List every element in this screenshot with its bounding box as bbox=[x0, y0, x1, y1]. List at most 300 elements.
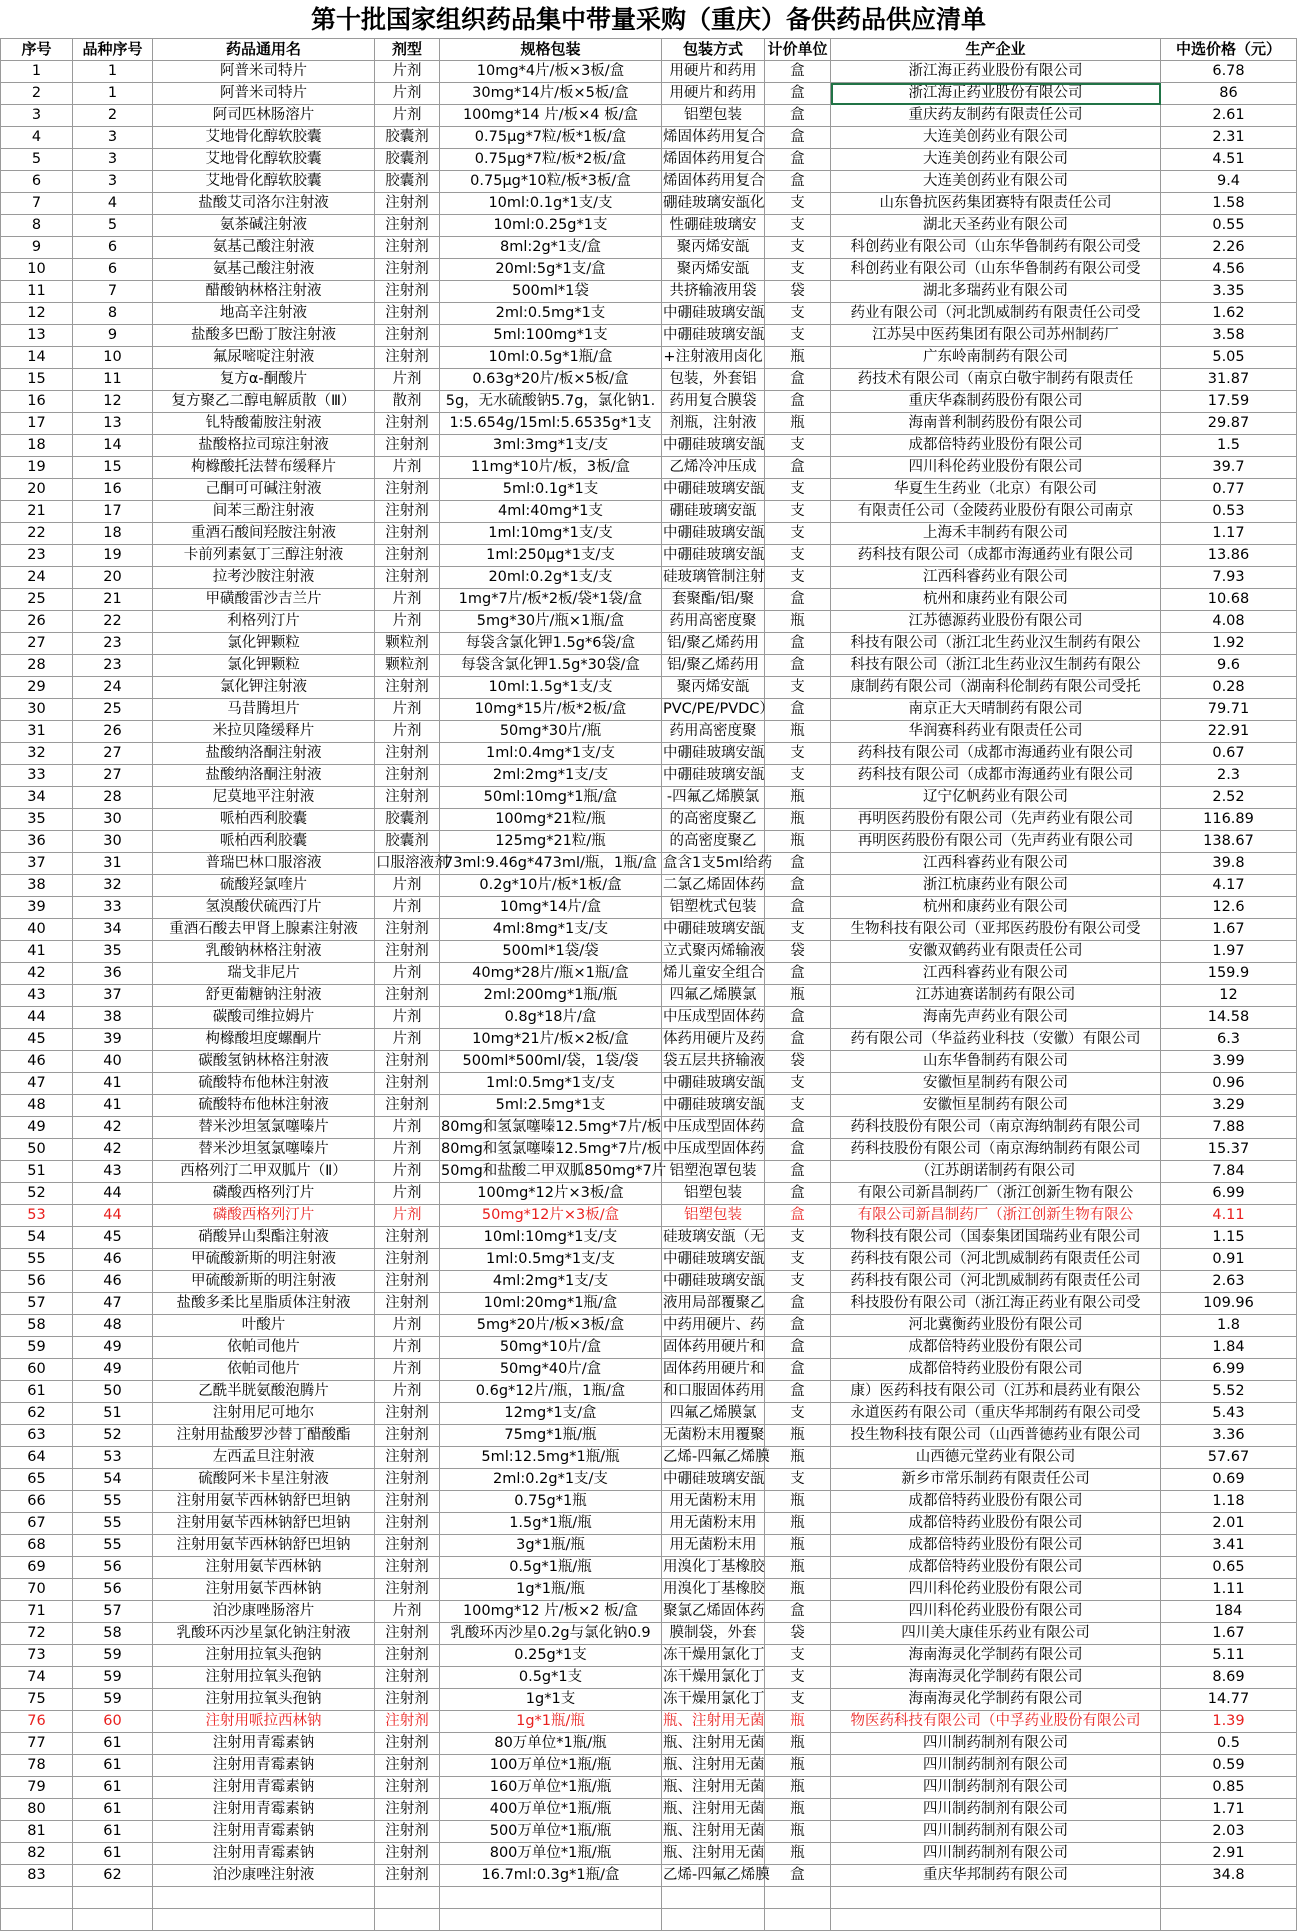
spec-cell[interactable]: 10ml:20mg*1瓶/盒 bbox=[440, 1293, 662, 1315]
variety-index-cell[interactable]: 4 bbox=[73, 193, 153, 215]
price-cell[interactable]: 13.86 bbox=[1161, 545, 1297, 567]
price-cell[interactable]: 8.69 bbox=[1161, 1667, 1297, 1689]
dosage-form-cell[interactable]: 注射剂 bbox=[375, 567, 440, 589]
unit-cell[interactable]: 瓶 bbox=[765, 1491, 831, 1513]
spec-cell[interactable]: 100mg*12 片/板×2 板/盒 bbox=[440, 1601, 662, 1623]
price-cell[interactable]: 1.11 bbox=[1161, 1579, 1297, 1601]
drug-name-cell[interactable]: 尼莫地平注射液 bbox=[153, 787, 375, 809]
manufacturer-cell[interactable]: 再明医药股份有限公司（先声药业有限公司 bbox=[831, 831, 1161, 853]
price-cell[interactable]: 4.56 bbox=[1161, 259, 1297, 281]
dosage-form-cell[interactable]: 注射剂 bbox=[375, 1447, 440, 1469]
index-cell[interactable]: 41 bbox=[1, 941, 73, 963]
packaging-cell[interactable]: 和口服固体药用 bbox=[662, 1381, 765, 1403]
packaging-cell[interactable]: 冻干燥用氯化丁 bbox=[662, 1667, 765, 1689]
price-cell[interactable]: 10.68 bbox=[1161, 589, 1297, 611]
packaging-cell[interactable]: 瓶、注射用无菌 bbox=[662, 1733, 765, 1755]
packaging-cell[interactable]: 剂瓶，注射液 bbox=[662, 413, 765, 435]
index-cell[interactable]: 12 bbox=[1, 303, 73, 325]
drug-name-cell[interactable]: 钆特酸葡胺注射液 bbox=[153, 413, 375, 435]
variety-index-cell[interactable]: 3 bbox=[73, 149, 153, 171]
manufacturer-cell[interactable]: 康制药有限公司（湖南科伦制药有限公司受托 bbox=[831, 677, 1161, 699]
manufacturer-cell[interactable]: 海南先声药业有限公司 bbox=[831, 1007, 1161, 1029]
dosage-form-cell[interactable]: 注射剂 bbox=[375, 1645, 440, 1667]
empty-cell[interactable] bbox=[73, 1887, 153, 1909]
price-cell[interactable]: 109.96 bbox=[1161, 1293, 1297, 1315]
variety-index-cell[interactable]: 39 bbox=[73, 1029, 153, 1051]
empty-cell[interactable] bbox=[440, 1909, 662, 1931]
unit-cell[interactable]: 瓶 bbox=[765, 1425, 831, 1447]
variety-index-cell[interactable]: 45 bbox=[73, 1227, 153, 1249]
drug-name-cell[interactable]: 间苯三酚注射液 bbox=[153, 501, 375, 523]
spec-cell[interactable]: 50ml:10mg*1瓶/盒 bbox=[440, 787, 662, 809]
manufacturer-cell[interactable]: 药科技有限公司（河北凯威制药有限责任公司 bbox=[831, 1271, 1161, 1293]
empty-cell[interactable] bbox=[765, 1887, 831, 1909]
unit-cell[interactable]: 支 bbox=[765, 303, 831, 325]
manufacturer-cell[interactable]: 广东岭南制药有限公司 bbox=[831, 347, 1161, 369]
unit-cell[interactable]: 盒 bbox=[765, 853, 831, 875]
unit-cell[interactable]: 盒 bbox=[765, 1381, 831, 1403]
dosage-form-cell[interactable]: 胶囊剂 bbox=[375, 809, 440, 831]
unit-cell[interactable]: 支 bbox=[765, 743, 831, 765]
spec-cell[interactable]: 20ml:0.2g*1支/支 bbox=[440, 567, 662, 589]
dosage-form-cell[interactable]: 注射剂 bbox=[375, 303, 440, 325]
dosage-form-cell[interactable]: 注射剂 bbox=[375, 1667, 440, 1689]
header-cell-index[interactable]: 序号 bbox=[1, 39, 73, 61]
manufacturer-cell[interactable]: 成都倍特药业股份有限公司 bbox=[831, 1513, 1161, 1535]
variety-index-cell[interactable]: 28 bbox=[73, 787, 153, 809]
dosage-form-cell[interactable]: 注射剂 bbox=[375, 545, 440, 567]
variety-index-cell[interactable]: 5 bbox=[73, 215, 153, 237]
spec-cell[interactable]: 10mg*21片/板×2板/盒 bbox=[440, 1029, 662, 1051]
index-cell[interactable]: 62 bbox=[1, 1403, 73, 1425]
drug-name-cell[interactable]: 注射用氨苄西林钠舒巴坦钠 bbox=[153, 1491, 375, 1513]
spec-cell[interactable]: 4ml:2mg*1支/支 bbox=[440, 1271, 662, 1293]
drug-name-cell[interactable]: 氯化钾颗粒 bbox=[153, 633, 375, 655]
price-cell[interactable]: 3.36 bbox=[1161, 1425, 1297, 1447]
packaging-cell[interactable]: 共挤输液用袋 bbox=[662, 281, 765, 303]
price-cell[interactable]: 2.63 bbox=[1161, 1271, 1297, 1293]
unit-cell[interactable]: 瓶 bbox=[765, 721, 831, 743]
unit-cell[interactable]: 盒 bbox=[765, 699, 831, 721]
price-cell[interactable]: 4.08 bbox=[1161, 611, 1297, 633]
manufacturer-cell[interactable]: 成都倍特药业股份有限公司 bbox=[831, 1359, 1161, 1381]
variety-index-cell[interactable]: 60 bbox=[73, 1711, 153, 1733]
variety-index-cell[interactable]: 46 bbox=[73, 1249, 153, 1271]
unit-cell[interactable]: 瓶 bbox=[765, 831, 831, 853]
manufacturer-cell[interactable]: 杭州和康药业有限公司 bbox=[831, 897, 1161, 919]
price-cell[interactable]: 1.18 bbox=[1161, 1491, 1297, 1513]
dosage-form-cell[interactable]: 片剂 bbox=[375, 1183, 440, 1205]
variety-index-cell[interactable]: 57 bbox=[73, 1601, 153, 1623]
price-cell[interactable]: 0.5 bbox=[1161, 1733, 1297, 1755]
variety-index-cell[interactable]: 12 bbox=[73, 391, 153, 413]
drug-name-cell[interactable]: 甲磺酸雷沙吉兰片 bbox=[153, 589, 375, 611]
price-cell[interactable]: 116.89 bbox=[1161, 809, 1297, 831]
spec-cell[interactable]: 50mg*12片×3板/盒 bbox=[440, 1205, 662, 1227]
index-cell[interactable]: 68 bbox=[1, 1535, 73, 1557]
price-cell[interactable]: 3.29 bbox=[1161, 1095, 1297, 1117]
manufacturer-cell[interactable]: 药科技有限公司（成都市海通药业有限公司 bbox=[831, 743, 1161, 765]
drug-name-cell[interactable]: 阿普米司特片 bbox=[153, 61, 375, 83]
drug-name-cell[interactable]: 注射用拉氧头孢钠 bbox=[153, 1689, 375, 1711]
drug-name-cell[interactable]: 替米沙坦氢氯噻嗪片 bbox=[153, 1139, 375, 1161]
manufacturer-cell[interactable]: 投生物科技有限公司（山西普德药业有限公司 bbox=[831, 1425, 1161, 1447]
drug-name-cell[interactable]: 地高辛注射液 bbox=[153, 303, 375, 325]
packaging-cell[interactable]: 中硼硅玻璃安瓿 bbox=[662, 1271, 765, 1293]
drug-name-cell[interactable]: 瑞戈非尼片 bbox=[153, 963, 375, 985]
manufacturer-cell[interactable]: 药科技股份有限公司（南京海纳制药有限公司 bbox=[831, 1139, 1161, 1161]
price-cell[interactable]: 9.6 bbox=[1161, 655, 1297, 677]
variety-index-cell[interactable]: 3 bbox=[73, 171, 153, 193]
dosage-form-cell[interactable]: 注射剂 bbox=[375, 1777, 440, 1799]
price-cell[interactable]: 1.58 bbox=[1161, 193, 1297, 215]
spec-cell[interactable]: 0.75g*1瓶 bbox=[440, 1491, 662, 1513]
packaging-cell[interactable]: 中硼硅玻璃安瓿 bbox=[662, 479, 765, 501]
packaging-cell[interactable]: 乙烯-四氟乙烯膜 bbox=[662, 1447, 765, 1469]
index-cell[interactable]: 58 bbox=[1, 1315, 73, 1337]
manufacturer-cell[interactable]: 安徽恒星制药有限公司 bbox=[831, 1095, 1161, 1117]
variety-index-cell[interactable]: 2 bbox=[73, 105, 153, 127]
price-cell[interactable]: 5.52 bbox=[1161, 1381, 1297, 1403]
drug-name-cell[interactable]: 盐酸多柔比星脂质体注射液 bbox=[153, 1293, 375, 1315]
variety-index-cell[interactable]: 37 bbox=[73, 985, 153, 1007]
variety-index-cell[interactable]: 15 bbox=[73, 457, 153, 479]
packaging-cell[interactable]: 药用高密度聚 bbox=[662, 721, 765, 743]
drug-name-cell[interactable]: 己酮可可碱注射液 bbox=[153, 479, 375, 501]
spec-cell[interactable]: 1g*1瓶/瓶 bbox=[440, 1579, 662, 1601]
packaging-cell[interactable]: 的高密度聚乙 bbox=[662, 809, 765, 831]
drug-name-cell[interactable]: 注射用盐酸罗沙替丁醋酸酯 bbox=[153, 1425, 375, 1447]
packaging-cell[interactable]: 用溴化丁基橡胶 bbox=[662, 1579, 765, 1601]
packaging-cell[interactable]: 无菌粉末用覆聚 bbox=[662, 1425, 765, 1447]
unit-cell[interactable]: 盒 bbox=[765, 655, 831, 677]
unit-cell[interactable]: 盒 bbox=[765, 1205, 831, 1227]
spec-cell[interactable]: 0.63g*20片/板×5板/盒 bbox=[440, 369, 662, 391]
empty-cell[interactable] bbox=[440, 1887, 662, 1909]
price-cell[interactable]: 22.91 bbox=[1161, 721, 1297, 743]
dosage-form-cell[interactable]: 片剂 bbox=[375, 699, 440, 721]
dosage-form-cell[interactable]: 散剂 bbox=[375, 391, 440, 413]
packaging-cell[interactable]: +注射液用卤化 bbox=[662, 347, 765, 369]
index-cell[interactable]: 18 bbox=[1, 435, 73, 457]
spec-cell[interactable]: 0.75μg*7粒/板*2板/盒 bbox=[440, 149, 662, 171]
drug-name-cell[interactable]: 注射用青霉素钠 bbox=[153, 1733, 375, 1755]
unit-cell[interactable]: 支 bbox=[765, 1667, 831, 1689]
dosage-form-cell[interactable]: 颗粒剂 bbox=[375, 655, 440, 677]
packaging-cell[interactable]: 铝塑包装 bbox=[662, 1183, 765, 1205]
packaging-cell[interactable]: 用溴化丁基橡胶 bbox=[662, 1557, 765, 1579]
variety-index-cell[interactable]: 10 bbox=[73, 347, 153, 369]
empty-cell[interactable] bbox=[831, 1909, 1161, 1931]
price-cell[interactable]: 1.84 bbox=[1161, 1337, 1297, 1359]
unit-cell[interactable]: 盒 bbox=[765, 149, 831, 171]
price-cell[interactable]: 2.01 bbox=[1161, 1513, 1297, 1535]
packaging-cell[interactable]: 中硼硅玻璃安瓿 bbox=[662, 1469, 765, 1491]
price-cell[interactable]: 39.7 bbox=[1161, 457, 1297, 479]
unit-cell[interactable]: 支 bbox=[765, 1095, 831, 1117]
dosage-form-cell[interactable]: 注射剂 bbox=[375, 523, 440, 545]
variety-index-cell[interactable]: 3 bbox=[73, 127, 153, 149]
variety-index-cell[interactable]: 30 bbox=[73, 831, 153, 853]
variety-index-cell[interactable]: 20 bbox=[73, 567, 153, 589]
manufacturer-cell[interactable]: 有限责任公司（金陵药业股份有限公司南京 bbox=[831, 501, 1161, 523]
packaging-cell[interactable]: 铝/聚乙烯药用 bbox=[662, 655, 765, 677]
manufacturer-cell[interactable]: 四川制药制剂有限公司 bbox=[831, 1843, 1161, 1865]
spec-cell[interactable]: 10ml:10mg*1支/支 bbox=[440, 1227, 662, 1249]
variety-index-cell[interactable]: 49 bbox=[73, 1359, 153, 1381]
price-cell[interactable]: 0.96 bbox=[1161, 1073, 1297, 1095]
spec-cell[interactable]: 1ml:0.4mg*1支/支 bbox=[440, 743, 662, 765]
drug-name-cell[interactable]: 盐酸纳洛酮注射液 bbox=[153, 765, 375, 787]
index-cell[interactable]: 80 bbox=[1, 1799, 73, 1821]
manufacturer-cell[interactable]: 药技术有限公司（南京白敬宇制药有限责任 bbox=[831, 369, 1161, 391]
index-cell[interactable]: 52 bbox=[1, 1183, 73, 1205]
manufacturer-cell[interactable]: 华润赛科药业有限责任公司 bbox=[831, 721, 1161, 743]
manufacturer-cell[interactable]: 药科技股份有限公司（南京海纳制药有限公司 bbox=[831, 1117, 1161, 1139]
drug-name-cell[interactable]: 碳酸司维拉姆片 bbox=[153, 1007, 375, 1029]
dosage-form-cell[interactable]: 片剂 bbox=[375, 611, 440, 633]
index-cell[interactable]: 43 bbox=[1, 985, 73, 1007]
index-cell[interactable]: 63 bbox=[1, 1425, 73, 1447]
unit-cell[interactable]: 瓶 bbox=[765, 1733, 831, 1755]
spec-cell[interactable]: 5ml:12.5mg*1瓶/瓶 bbox=[440, 1447, 662, 1469]
unit-cell[interactable]: 支 bbox=[765, 193, 831, 215]
index-cell[interactable]: 33 bbox=[1, 765, 73, 787]
manufacturer-cell[interactable]: 科技有限公司（浙江北生药业汉生制药有限公 bbox=[831, 655, 1161, 677]
manufacturer-cell[interactable]: 江苏德源药业股份有限公司 bbox=[831, 611, 1161, 633]
index-cell[interactable]: 22 bbox=[1, 523, 73, 545]
packaging-cell[interactable]: 瓶、注射用无菌 bbox=[662, 1777, 765, 1799]
drug-name-cell[interactable]: 硫酸羟氯喹片 bbox=[153, 875, 375, 897]
drug-name-cell[interactable]: 泊沙康唑肠溶片 bbox=[153, 1601, 375, 1623]
index-cell[interactable]: 16 bbox=[1, 391, 73, 413]
price-cell[interactable]: 15.37 bbox=[1161, 1139, 1297, 1161]
drug-name-cell[interactable]: 阿普米司特片 bbox=[153, 83, 375, 105]
unit-cell[interactable]: 瓶 bbox=[765, 1557, 831, 1579]
manufacturer-cell[interactable]: 浙江海正药业股份有限公司 bbox=[831, 61, 1161, 83]
drug-name-cell[interactable]: 重酒石酸去甲肾上腺素注射液 bbox=[153, 919, 375, 941]
manufacturer-cell[interactable]: 江苏迪赛诺制药有限公司 bbox=[831, 985, 1161, 1007]
price-cell[interactable]: 1.97 bbox=[1161, 941, 1297, 963]
manufacturer-cell[interactable]: 安徽恒星制药有限公司 bbox=[831, 1073, 1161, 1095]
index-cell[interactable]: 64 bbox=[1, 1447, 73, 1469]
dosage-form-cell[interactable]: 注射剂 bbox=[375, 325, 440, 347]
drug-name-cell[interactable]: 艾地骨化醇软胶囊 bbox=[153, 149, 375, 171]
packaging-cell[interactable]: 中压成型固体药 bbox=[662, 1139, 765, 1161]
drug-name-cell[interactable]: 磷酸西格列汀片 bbox=[153, 1205, 375, 1227]
spec-cell[interactable]: 500万单位*1瓶/瓶 bbox=[440, 1821, 662, 1843]
dosage-form-cell[interactable]: 片剂 bbox=[375, 457, 440, 479]
dosage-form-cell[interactable]: 注射剂 bbox=[375, 677, 440, 699]
index-cell[interactable]: 49 bbox=[1, 1117, 73, 1139]
price-cell[interactable]: 1.5 bbox=[1161, 435, 1297, 457]
manufacturer-cell[interactable]: 四川制药制剂有限公司 bbox=[831, 1799, 1161, 1821]
index-cell[interactable]: 14 bbox=[1, 347, 73, 369]
dosage-form-cell[interactable]: 注射剂 bbox=[375, 1733, 440, 1755]
variety-index-cell[interactable]: 38 bbox=[73, 1007, 153, 1029]
packaging-cell[interactable]: 中硼硅玻璃安瓿 bbox=[662, 919, 765, 941]
unit-cell[interactable]: 盒 bbox=[765, 1293, 831, 1315]
index-cell[interactable]: 67 bbox=[1, 1513, 73, 1535]
price-cell[interactable]: 2.91 bbox=[1161, 1843, 1297, 1865]
drug-name-cell[interactable]: 西格列汀二甲双胍片（Ⅱ） bbox=[153, 1161, 375, 1183]
packaging-cell[interactable]: 中硼硅玻璃安瓿 bbox=[662, 325, 765, 347]
drug-name-cell[interactable]: 注射用青霉素钠 bbox=[153, 1755, 375, 1777]
unit-cell[interactable]: 盒 bbox=[765, 1117, 831, 1139]
index-cell[interactable]: 40 bbox=[1, 919, 73, 941]
spec-cell[interactable]: 5ml:2.5mg*1支 bbox=[440, 1095, 662, 1117]
variety-index-cell[interactable]: 56 bbox=[73, 1557, 153, 1579]
packaging-cell[interactable]: 乙烯冷冲压成 bbox=[662, 457, 765, 479]
price-cell[interactable]: 0.67 bbox=[1161, 743, 1297, 765]
spec-cell[interactable]: 10mg*4片/板×3板/盒 bbox=[440, 61, 662, 83]
manufacturer-cell[interactable]: 浙江杭康药业有限公司 bbox=[831, 875, 1161, 897]
dosage-form-cell[interactable]: 注射剂 bbox=[375, 1711, 440, 1733]
spec-cell[interactable]: 4ml:40mg*1支 bbox=[440, 501, 662, 523]
packaging-cell[interactable]: 中硼硅玻璃安瓿 bbox=[662, 303, 765, 325]
unit-cell[interactable]: 盒 bbox=[765, 83, 831, 105]
price-cell[interactable]: 31.87 bbox=[1161, 369, 1297, 391]
manufacturer-cell[interactable]: 成都倍特药业股份有限公司 bbox=[831, 1535, 1161, 1557]
variety-index-cell[interactable]: 43 bbox=[73, 1161, 153, 1183]
index-cell[interactable]: 8 bbox=[1, 215, 73, 237]
empty-cell[interactable] bbox=[831, 1887, 1161, 1909]
drug-name-cell[interactable]: 替米沙坦氢氯噻嗪片 bbox=[153, 1117, 375, 1139]
spec-cell[interactable]: 50mg*10片/盒 bbox=[440, 1337, 662, 1359]
unit-cell[interactable]: 袋 bbox=[765, 1051, 831, 1073]
dosage-form-cell[interactable]: 胶囊剂 bbox=[375, 149, 440, 171]
variety-index-cell[interactable]: 35 bbox=[73, 941, 153, 963]
price-cell[interactable]: 79.71 bbox=[1161, 699, 1297, 721]
drug-name-cell[interactable]: 注射用氨苄西林钠舒巴坦钠 bbox=[153, 1513, 375, 1535]
index-cell[interactable]: 78 bbox=[1, 1755, 73, 1777]
variety-index-cell[interactable]: 36 bbox=[73, 963, 153, 985]
unit-cell[interactable]: 盒 bbox=[765, 391, 831, 413]
manufacturer-cell[interactable]: 安徽双鹤药业有限责任公司 bbox=[831, 941, 1161, 963]
drug-name-cell[interactable]: 依帕司他片 bbox=[153, 1337, 375, 1359]
packaging-cell[interactable]: 硅玻璃管制注射 bbox=[662, 567, 765, 589]
manufacturer-cell[interactable]: 药业有限公司（河北凯威制药有限责任公司受 bbox=[831, 303, 1161, 325]
dosage-form-cell[interactable]: 注射剂 bbox=[375, 1799, 440, 1821]
drug-name-cell[interactable]: 氢溴酸伏硫西汀片 bbox=[153, 897, 375, 919]
index-cell[interactable]: 24 bbox=[1, 567, 73, 589]
packaging-cell[interactable]: 用硬片和药用 bbox=[662, 83, 765, 105]
price-cell[interactable]: 17.59 bbox=[1161, 391, 1297, 413]
packaging-cell[interactable]: 瓶、注射用无菌 bbox=[662, 1755, 765, 1777]
drug-name-cell[interactable]: 乳酸环丙沙星氯化钠注射液 bbox=[153, 1623, 375, 1645]
price-cell[interactable]: 4.17 bbox=[1161, 875, 1297, 897]
packaging-cell[interactable]: 铝塑枕式包装 bbox=[662, 897, 765, 919]
manufacturer-cell[interactable]: 再明医药股份有限公司（先声药业有限公司 bbox=[831, 809, 1161, 831]
unit-cell[interactable]: 盒 bbox=[765, 1359, 831, 1381]
empty-cell[interactable] bbox=[153, 1887, 375, 1909]
manufacturer-cell[interactable]: 成都倍特药业股份有限公司 bbox=[831, 1491, 1161, 1513]
price-cell[interactable]: 1.17 bbox=[1161, 523, 1297, 545]
dosage-form-cell[interactable]: 片剂 bbox=[375, 1029, 440, 1051]
unit-cell[interactable]: 支 bbox=[765, 765, 831, 787]
drug-name-cell[interactable]: 硝酸异山梨酯注射液 bbox=[153, 1227, 375, 1249]
price-cell[interactable]: 0.28 bbox=[1161, 677, 1297, 699]
variety-index-cell[interactable]: 21 bbox=[73, 589, 153, 611]
packaging-cell[interactable]: 铝塑泡罩包装 bbox=[662, 1161, 765, 1183]
index-cell[interactable]: 45 bbox=[1, 1029, 73, 1051]
packaging-cell[interactable]: 药用复合膜袋 bbox=[662, 391, 765, 413]
index-cell[interactable]: 82 bbox=[1, 1843, 73, 1865]
index-cell[interactable]: 72 bbox=[1, 1623, 73, 1645]
unit-cell[interactable]: 支 bbox=[765, 479, 831, 501]
unit-cell[interactable]: 盒 bbox=[765, 457, 831, 479]
spec-cell[interactable]: 400万单位*1瓶/瓶 bbox=[440, 1799, 662, 1821]
dosage-form-cell[interactable]: 注射剂 bbox=[375, 743, 440, 765]
packaging-cell[interactable]: 硅玻璃安瓿（无 bbox=[662, 1227, 765, 1249]
header-cell-spec[interactable]: 规格包装 bbox=[440, 39, 662, 61]
spec-cell[interactable]: 1ml:0.5mg*1支/支 bbox=[440, 1249, 662, 1271]
packaging-cell[interactable]: 硼硅玻璃安瓿化 bbox=[662, 193, 765, 215]
manufacturer-cell[interactable]: 成都倍特药业股份有限公司 bbox=[831, 1337, 1161, 1359]
unit-cell[interactable]: 盒 bbox=[765, 963, 831, 985]
variety-index-cell[interactable]: 25 bbox=[73, 699, 153, 721]
packaging-cell[interactable]: 瓶、注射用无菌 bbox=[662, 1799, 765, 1821]
dosage-form-cell[interactable]: 颗粒剂 bbox=[375, 633, 440, 655]
index-cell[interactable]: 44 bbox=[1, 1007, 73, 1029]
unit-cell[interactable]: 支 bbox=[765, 325, 831, 347]
drug-name-cell[interactable]: 磷酸西格列汀片 bbox=[153, 1183, 375, 1205]
index-cell[interactable]: 31 bbox=[1, 721, 73, 743]
dosage-form-cell[interactable]: 注射剂 bbox=[375, 1271, 440, 1293]
variety-index-cell[interactable]: 8 bbox=[73, 303, 153, 325]
manufacturer-cell[interactable]: 有限公司新昌制药厂（浙江创新生物有限公 bbox=[831, 1205, 1161, 1227]
dosage-form-cell[interactable]: 注射剂 bbox=[375, 281, 440, 303]
manufacturer-cell[interactable]: 新乡市常乐制药有限责任公司 bbox=[831, 1469, 1161, 1491]
spec-cell[interactable]: 1.5g*1瓶/瓶 bbox=[440, 1513, 662, 1535]
manufacturer-cell[interactable]: 四川制药制剂有限公司 bbox=[831, 1821, 1161, 1843]
manufacturer-cell[interactable]: 重庆华邦制药有限公司 bbox=[831, 1865, 1161, 1887]
spec-cell[interactable]: 0.75μg*10粒/板*3板/盒 bbox=[440, 171, 662, 193]
unit-cell[interactable]: 盒 bbox=[765, 1601, 831, 1623]
drug-name-cell[interactable]: 醋酸钠林格注射液 bbox=[153, 281, 375, 303]
index-cell[interactable]: 57 bbox=[1, 1293, 73, 1315]
manufacturer-cell[interactable]: 江西科睿药业有限公司 bbox=[831, 963, 1161, 985]
dosage-form-cell[interactable]: 片剂 bbox=[375, 1381, 440, 1403]
drug-name-cell[interactable]: 碳酸氢钠林格注射液 bbox=[153, 1051, 375, 1073]
spec-cell[interactable]: 10mg*14片/盒 bbox=[440, 897, 662, 919]
spec-cell[interactable]: 8ml:2g*1支/盒 bbox=[440, 237, 662, 259]
dosage-form-cell[interactable]: 片剂 bbox=[375, 963, 440, 985]
manufacturer-cell[interactable]: 湖北多瑞药业有限公司 bbox=[831, 281, 1161, 303]
packaging-cell[interactable]: 用无菌粉末用 bbox=[662, 1491, 765, 1513]
price-cell[interactable]: 1.62 bbox=[1161, 303, 1297, 325]
index-cell[interactable]: 21 bbox=[1, 501, 73, 523]
dosage-form-cell[interactable]: 注射剂 bbox=[375, 1249, 440, 1271]
manufacturer-cell[interactable]: 四川科伦药业股份有限公司 bbox=[831, 1601, 1161, 1623]
drug-name-cell[interactable]: 注射用氨苄西林钠 bbox=[153, 1557, 375, 1579]
dosage-form-cell[interactable]: 片剂 bbox=[375, 721, 440, 743]
spec-cell[interactable]: 1g*1支 bbox=[440, 1689, 662, 1711]
spec-cell[interactable]: 1ml:10mg*1支/支 bbox=[440, 523, 662, 545]
price-cell[interactable]: 1.92 bbox=[1161, 633, 1297, 655]
index-cell[interactable]: 75 bbox=[1, 1689, 73, 1711]
price-cell[interactable]: 14.77 bbox=[1161, 1689, 1297, 1711]
spec-cell[interactable]: 10ml:1.5g*1支/支 bbox=[440, 677, 662, 699]
drug-name-cell[interactable]: 注射用拉氧头孢钠 bbox=[153, 1667, 375, 1689]
variety-index-cell[interactable]: 40 bbox=[73, 1051, 153, 1073]
manufacturer-cell[interactable]: 南京正大天晴制药有限公司 bbox=[831, 699, 1161, 721]
spec-cell[interactable]: 500ml*1袋/袋 bbox=[440, 941, 662, 963]
index-cell[interactable]: 77 bbox=[1, 1733, 73, 1755]
variety-index-cell[interactable]: 23 bbox=[73, 655, 153, 677]
price-cell[interactable]: 12 bbox=[1161, 985, 1297, 1007]
variety-index-cell[interactable]: 61 bbox=[73, 1777, 153, 1799]
